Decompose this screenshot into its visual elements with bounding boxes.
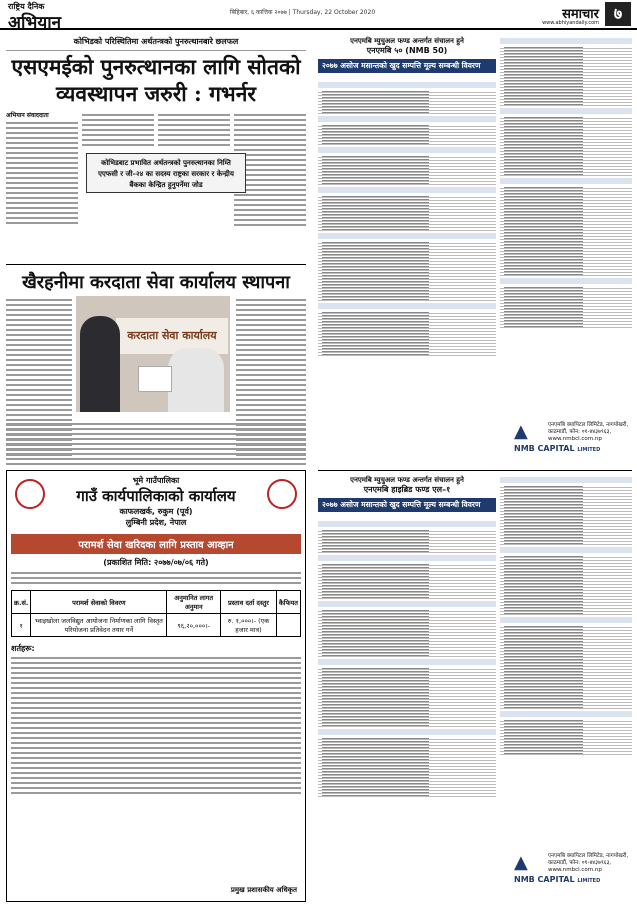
highlight-box: कोभिडबाट प्रभावित अर्थतन्त्रको पुनरुत्थानका निम्ति एएफसी र जी–२४ का सदस्य राष्ट्रका सरकार र केन्द्रीय बैंकका केन्द्रित हुनुपर्नेमा जोड: [86, 153, 246, 193]
certificate: [138, 366, 172, 392]
notice-address: काफलखर्क, रुकुम (पूर्व): [119, 507, 193, 516]
table-header: प्रस्ताव दर्ता दस्तुर: [221, 591, 277, 614]
terms-list: [11, 657, 301, 794]
table-header: क्र.सं.: [12, 591, 31, 614]
page-number: ७: [605, 2, 631, 26]
story-headline[interactable]: एसएमईको पुनरुत्थानका लागि सोतको व्यवस्थापन जरुरी : गभर्नर: [11, 54, 301, 106]
notice-intro: [11, 572, 301, 584]
government-emblem-icon: [15, 479, 45, 509]
terms-heading: शर्तहरू:: [11, 644, 35, 653]
story-body: [6, 111, 306, 229]
story-photo[interactable]: [76, 296, 230, 412]
text-row: [6, 420, 306, 468]
notice-title: गाउँ कार्यपालिकाको कार्यालय: [76, 487, 236, 505]
dateline: बिहिबार, ६ कात्तिक २०७७ | Thursday, 22 October 2020: [230, 9, 376, 16]
nmb-address: एनएमबि क्यापिटल लिमिटेड, नागपोखरी, काठमाडौं, फोन: ०१-४४३७९६३, www.nmbcl.com.np: [548, 422, 629, 442]
fund-title: एनएमबि म्युचुअल फण्ड अन्तर्गत संचालन हुने: [350, 476, 464, 484]
fund-table: [318, 80, 496, 356]
fund-report-2: [318, 470, 632, 902]
procurement-notice: [6, 470, 306, 902]
nmb-capital-logo[interactable]: ▲ NMB CAPITAL LIMITED एनएमबि क्यापिटल लिमिटेड, नागपोखरी, काठमाडौं, फोन: ०१-४४३७९६३, www.nmbcl.com.np: [514, 853, 632, 897]
fund-name: एनएमबि ५० (NMB 50): [366, 46, 448, 55]
story-kicker: कोभिडको परिस्थितिमा अर्थतन्त्रको पुनरुत्थानबारे छलफल: [6, 36, 306, 51]
byline: अभियान संवाददाता: [6, 112, 49, 119]
nmb-logo-icon: ▲: [514, 852, 528, 873]
nmb-address: एनएमबि क्यापिटल लिमिटेड, नागपोखरी, काठमाडौं, फोन: ०१-४४३७९६३, www.nmbcl.com.np: [548, 853, 629, 873]
fund-name: एनएमबि हाइब्रिड फण्ड एल–१: [363, 485, 451, 494]
person-figure: [80, 316, 120, 412]
table-row: १ भ्वाइखोला जलविद्युत आयोजना निर्माणका लागि विस्तृत परियोजना प्रतिवेदन तयार गर्ने ९६,२०,०००।- रु. १,०००।- (एक हजार मात्र): [12, 614, 301, 637]
notice-org: भूमे गाउँपालिका: [132, 476, 180, 485]
fund-bar: २०७७ असोज मसान्तको खुद सम्पत्ति मूल्य सम्बन्धी विवरण: [318, 498, 496, 512]
notice-date: (प्रकाशित मिति: २०७७/०७/०६ गते): [103, 558, 209, 567]
fund-report-1: [318, 36, 632, 466]
photo-banner: करदाता सेवा कार्यालय: [116, 318, 228, 354]
fund-holdings: [500, 475, 632, 755]
story-headline-2[interactable]: खैरहनीमा करदाता सेवा कार्यालय स्थापना: [6, 264, 306, 294]
fund-table: [318, 519, 496, 797]
person-figure: [168, 348, 224, 412]
website-url[interactable]: www.abhiyandaily.com: [542, 20, 599, 26]
municipality-logo-icon: [267, 479, 297, 509]
table-header: परामर्श सेवाको विवरण: [31, 591, 167, 614]
notice-province: लुम्बिनी प्रदेश, नेपाल: [125, 518, 187, 527]
lead-story: [6, 36, 306, 229]
notice-banner: परामर्श सेवा खरिदका लागि प्रस्ताव आव्हान: [11, 534, 301, 554]
newspaper-logo[interactable]: राष्ट्रिय दैनिक अभियान: [8, 1, 62, 33]
table-header: कैफियत: [276, 591, 300, 614]
text-column: [6, 111, 78, 229]
fund-title: एनएमबि म्युचुअल फण्ड अन्तर्गत संचालन हुने: [350, 37, 464, 45]
fund-holdings: [500, 36, 632, 328]
masthead: [0, 0, 637, 33]
fund-bar: २०७७ असोज मसान्तको खुद सम्पत्ति मूल्य सम्बन्धी विवरण: [318, 59, 496, 73]
table-header: अनुमानित लागत अनुमान: [167, 591, 221, 614]
nmb-capital-logo[interactable]: ▲ NMB CAPITAL LIMITED एनएमबि क्यापिटल लिमिटेड, नागपोखरी, काठमाडौं, फोन: ०१-४४३७९६३, www.nmbcl.com.np: [514, 422, 632, 466]
notice-signatory: प्रमुख प्रशासकीय अधिकृत: [230, 886, 297, 894]
section-name: समाचार: [562, 7, 599, 22]
notice-table: [11, 590, 301, 637]
nmb-logo-icon: ▲: [514, 421, 528, 442]
